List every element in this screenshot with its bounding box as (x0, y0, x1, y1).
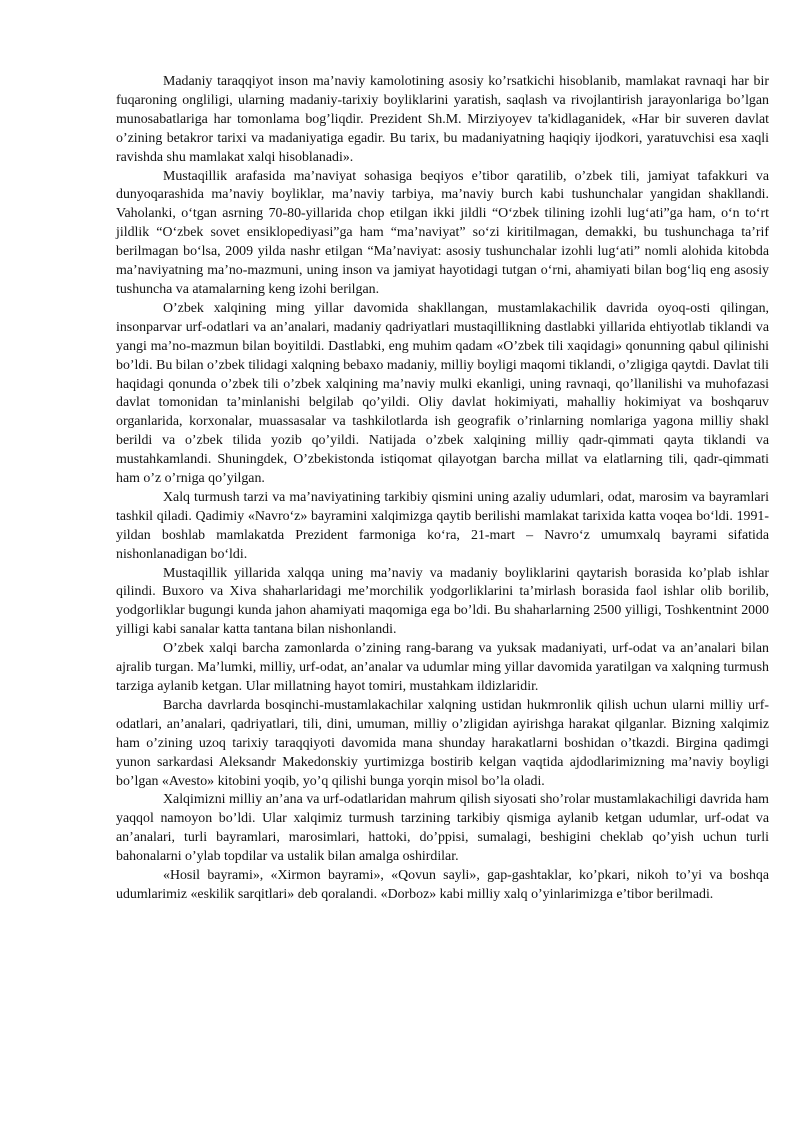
paragraph-5: Mustaqillik yillarida xalqqa uning ma’naviy va madaniy boyliklarini qaytarish borasida ko’plab ishlar qilindi. Buxoro va Xiva shaharlaridagi me’morchilik yodgorliklarini ta’mirlash borasida faol ishlar olib borilib, yodgorliklar bugungi kunda jahon ahamiyati maqomiga ega bo’ldi. Bu shaharlarning 2500 yilligi, Toshkentnint 2000 yilligi kabi sanalar katta tantana bilan nishonlandi. (116, 565, 769, 638)
paragraph-8: Xalqimizni milliy an’ana va urf-odatlaridan mahrum qilish siyosati sho’rolar mustamlakachiligi davrida ham yaqqol namoyon bo’ldi. Ular xalqimiz turmush tarzining tarkibiy qismiga aylanib ketgan udumlar, urf-odat va an’analari, turli bayramlari, marosimlari, hattoki, do’ppisi, sumalagi, beshigini cheklab qo’yish uchun turli bahonalarni o’ylab topdilar va ustalik bilan amalga oshirdilar. (116, 792, 769, 865)
paragraph-3: O’zbek xalqining ming yillar davomida shakllangan, mustamlakachilik davrida oyoq-osti qilingan, insonparvar urf-odatlari va an’analari, madaniy qadriyatlari mustaqillikning dastlabki yillarida ehtiyotlab tiklandi va yangi ma’no-mazmun bilan boyitildi. Dastlabki, eng muhim qadam «O’zbek tili xaqidagi» qonunning qabul qilinishi bo’ldi. Bu bilan o’zbek tilidagi xalqning bebaxo madaniy, milliy boyligi maqomi tiklandi, o’zligiga qaytdi. Davlat tili haqidagi qonunda o’zbek tili o’zbek xalqining ma’naviy mulki ekanligi, uning ravnaqi, qo’llanilishi va muhofazasi davlat tomonidan ta’minlanishi belgilab qo’yildi. Oliy davlat hokimiyati, mahalliy hokimiyat va boshqaruv organlarida, korxonalar, muassasalar va tashkilotlarda ish geografik o’rinlarning nomlariga yagona milliy shakl berildi va o’zbek tilida yozib qo’yildi. Natijada o’zbek xalqining milliy qadr-qimmati qayta tiklandi va mustahkamlandi. Shuningdek, O’zbekistonda istiqomat qilayotgan barcha millat va elatlarning tili, qadr-qimmati ham o’z o’rniga qo’yilgan. (116, 300, 770, 487)
paragraph-7: Barcha davrlarda bosqinchi-mustamlakachilar xalqning ustidan hukmronlik qilish uchun ularni milliy urf-odatlari, an’analari, qadriyatlari, tili, dini, umuman, milliy o’zligidan ayirishga harakat qilganlar. Bizning xalqimiz ham o’zining uzoq tarixiy taraqqiyoti davomida mana shunday harakatlarni boshidan o’tkazdi. Birgina qadimgi yunon sarkardasi Aleksandr Makedonskiy yurtimizga bostirib kelgan vaqtida ajdodlarimizning ma’naviy boyligi bo’lgan «Avesto» kitobini yoqib, yo’q qilishi bunga yorqin misol bo’la oladi. (116, 697, 769, 789)
paragraph-1: Madaniy taraqqiyot inson ma’naviy kamolotining asosiy ko’rsatkichi hisoblanib, mamlakat ravnaqi har bir fuqaroning ongliligi, ularning madaniy-tarixiy boyliklarini yaratish, saqlash va rivojlantirish jarayonlariga bo’lgan munosabatlariga har tomonlama bog’liqdir. Prezident Sh.M. Mirziyoyev ta'kidlaganidek, «Har bir suveren davlat o’zining betakror tarixi va madaniyatiga egadir. Bu tarix, bu madaniyatning haqiqiy ijodkori, yaratuvchisi esa xaqli ravishda shu mamlakat xalqi hisoblanadi». (116, 74, 769, 165)
document-body (116, 73, 769, 905)
paragraph-4: Xalq turmush tarzi va ma’naviyatining tarkibiy qismini uning azaliy udumlari, odat, marosim va bayramlari tashkil qiladi. Qadimiy «Navro‘z» bayramini xalqimizga qaytib berilishi mamlakat tarixida katta voqea bo‘ldi. 1991-yildan boshlab mamlakatda Prezident farmoniga ko‘ra, 21-mart – Navro‘z umumxalq bayrami sifatida nishonlanadigan bo‘ldi. (116, 489, 769, 562)
paragraph-9: «Hosil bayrami», «Xirmon bayrami», «Qovun sayli», gap-gashtaklar, ko’pkari, nikoh to’yi va boshqa udumlarimiz «eskilik sarqitlari» deb qoralandi. «Dorboz» kabi milliy xalq o’yinlarimizga e’tibor berilmadi. (116, 868, 769, 902)
paragraph-6: O’zbek xalqi barcha zamonlarda o’zining rang-barang va yuksak madaniyati, urf-odat va an’analari bilan ajralib turgan. Ma’lumki, milliy, urf-odat, an’analar va udumlar ming yillar davomida yaratilgan va xalqning turmush tarziga aylanib ketgan. Ular millatning hayot tomiri, mustahkam ildizlaridir. (116, 641, 769, 694)
paragraph-2: Mustaqillik arafasida ma’naviyat sohasiga beqiyos e’tibor qaratilib, o’zbek tili, jamiyat tafakkuri va dunyoqarashida ma’naviy boyliklar, ma’naviy tarbiya, ma’naviy burch kabi tushunchalar yangidan shakllandi. Vaholanki, o‘tgan asrning 70-80-yillarida chop etilgan ikki jildli “O‘zbek tilining izohli lug‘ati”ga ham, o‘n to‘rt jildlik “O‘zbek sovet ensiklopediyasi”ga ham “ma’naviyat” so‘zi kiritilmagan, demakki, bu tushunchaga ta’rif berilmagan bo‘lsa, 2009 yilda nashr etilgan “Ma’naviyat: asosiy tushunchalar izohli lug‘ati” nomli alohida kitobda ma’naviyatning ma’no-mazmuni, uning inson va jamiyat hayotidagi tutgan o‘rni, ahamiyati bilan bog‘liq eng asosiy tushuncha va atamalarning keng izohi berilgan. (116, 168, 769, 297)
